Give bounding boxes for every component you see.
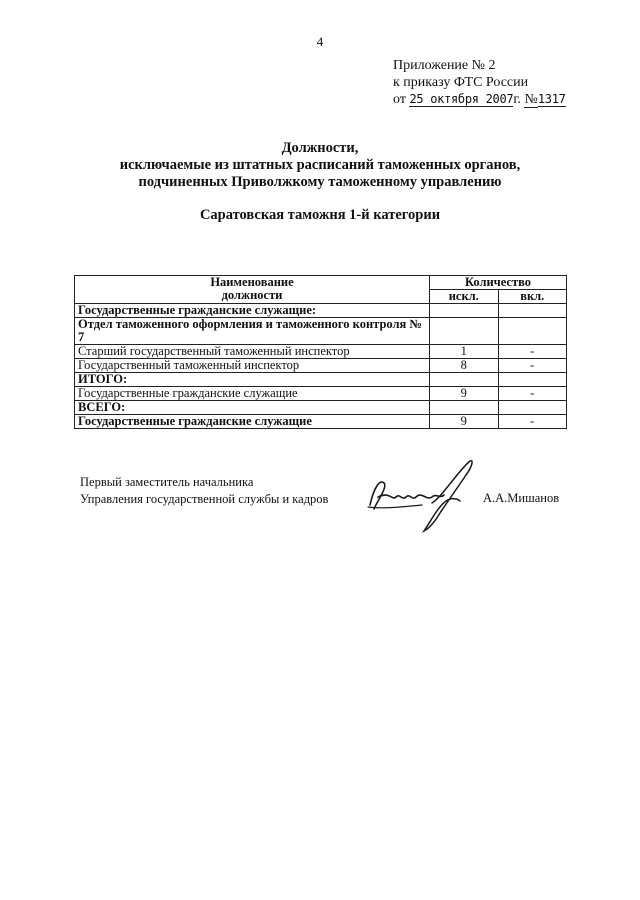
row-excluded: 8: [430, 359, 499, 373]
row-name: Государственные гражданские служащие:: [75, 304, 430, 318]
customs-subtitle: Саратовская таможня 1-й категории: [199, 207, 441, 223]
row-excluded: [430, 304, 499, 318]
page-number: 4: [316, 34, 324, 49]
row-excluded: [430, 318, 499, 345]
date-suffix: г.: [513, 92, 521, 107]
table-row: [75, 373, 567, 387]
table-body: [75, 304, 567, 429]
row-excluded: [430, 401, 499, 415]
date-prefix: от: [393, 92, 406, 107]
header-excluded: искл.: [430, 290, 499, 304]
row-included: [498, 318, 566, 345]
row-name: Государственные гражданские служащие: [75, 387, 430, 401]
row-excluded: [430, 373, 499, 387]
row-included: [498, 401, 566, 415]
header-position-name: [75, 276, 430, 304]
appendix-block: [393, 57, 566, 108]
row-excluded: 9: [430, 415, 499, 429]
title-line-2: исключаемые из штатных расписаний таможенных органов,: [119, 157, 521, 173]
header-included: вкл.: [498, 290, 566, 304]
table-header-row: [75, 276, 567, 290]
signer-position-line-1: Первый заместитель начальника: [80, 475, 254, 489]
date-value: 25 октября 2007: [409, 92, 514, 106]
row-excluded: 1: [430, 345, 499, 359]
document-title: [0, 140, 640, 191]
row-name: ВСЕГО:: [75, 401, 430, 415]
signer-position: [80, 474, 328, 508]
row-included: [498, 304, 566, 318]
row-name: Старший государственный таможенный инспектор: [75, 345, 430, 359]
signer-name: А.А.Мишанов: [483, 491, 560, 505]
header-name-line-1: Наименование: [210, 275, 294, 289]
table-row: [75, 345, 567, 359]
header-name-line-2: должности: [221, 288, 283, 302]
row-included: -: [498, 387, 566, 401]
row-name: ИТОГО:: [75, 373, 430, 387]
header-quantity: Количество: [430, 276, 567, 290]
signer-position-line-2: Управления государственной службы и кадров: [80, 492, 329, 506]
table-row: [75, 318, 567, 345]
row-included: [498, 373, 566, 387]
table-row: [75, 359, 567, 373]
row-name: Отдел таможенного оформления и таможенного контроля № 7: [75, 318, 430, 345]
table-row: [75, 401, 567, 415]
table-row: [75, 415, 567, 429]
appendix-date-line: [393, 91, 566, 108]
handwritten-signature: [362, 457, 477, 537]
row-excluded: 9: [430, 387, 499, 401]
row-name: Государственный таможенный инспектор: [75, 359, 430, 373]
table-row: [75, 387, 567, 401]
row-included: -: [498, 345, 566, 359]
title-line-1: Должности,: [281, 140, 359, 156]
row-included: -: [498, 415, 566, 429]
order-number: 1317: [537, 92, 566, 106]
positions-table: [74, 275, 567, 429]
title-line-3: подчиненных Приволжкому таможенному управлению: [138, 174, 502, 190]
table-row: [75, 304, 567, 318]
row-included: -: [498, 359, 566, 373]
appendix-line-2: к приказу ФТС России: [393, 75, 529, 90]
appendix-line-1: Приложение № 2: [393, 58, 496, 73]
number-sign: №: [524, 92, 538, 107]
row-name: Государственные гражданские служащие: [75, 415, 430, 429]
